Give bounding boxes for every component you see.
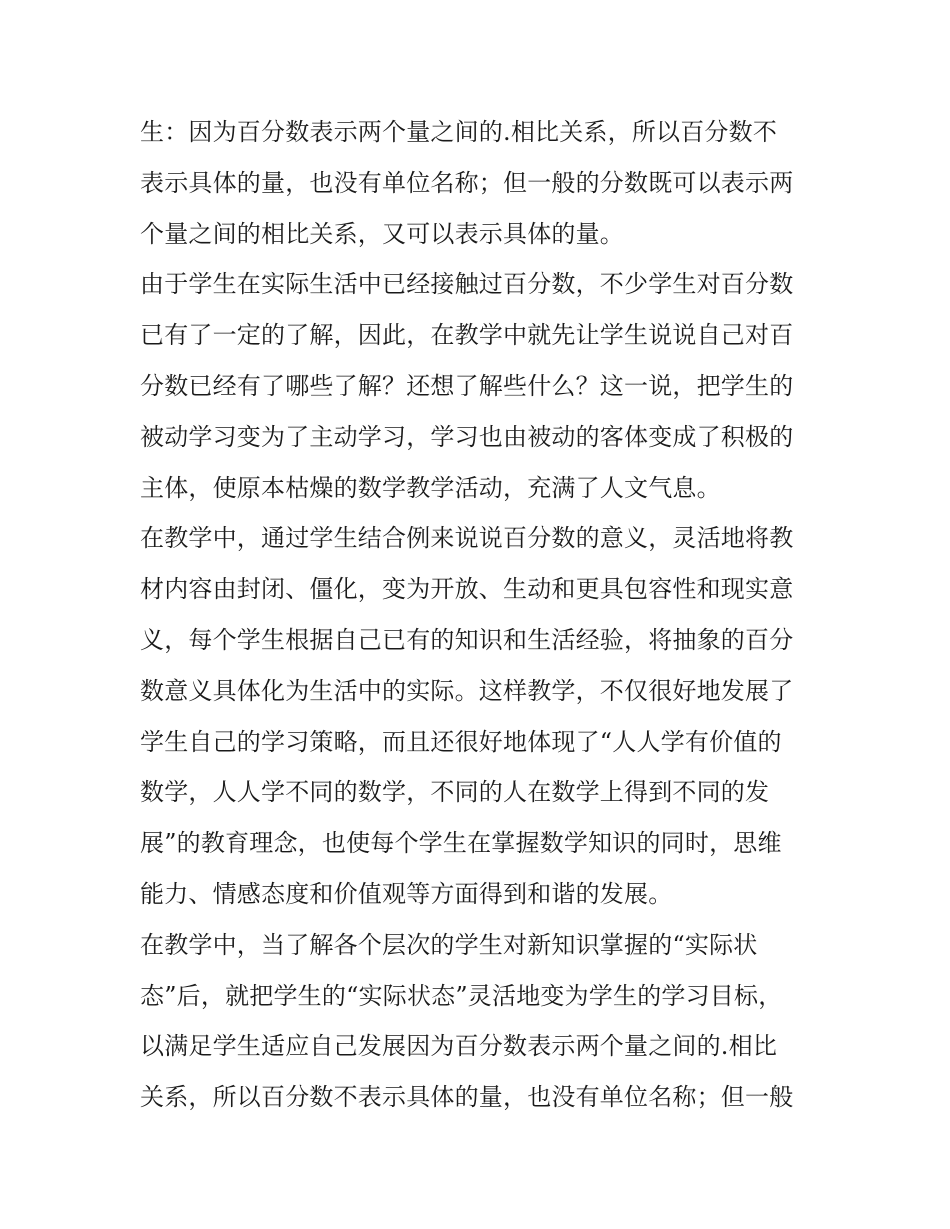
text-line-3: 个量之间的相比关系，又可以表示具体的量。: [140, 219, 624, 248]
text-line-10: 材内容由封闭、僵化，变为开放、生动和更具包容性和现实意: [140, 575, 794, 604]
text-line-2: 表示具体的量，也没有单位名称；但一般的分数既可以表示两: [140, 168, 794, 197]
text-line-14: 数学，人人学不同的数学，不同的人在数学上得到不同的发: [140, 778, 770, 807]
text-line-17: 在教学中，当了解各个层次的学生对新知识掌握的“实际状: [140, 930, 758, 959]
text-line-5: 已有了一定的了解，因此，在教学中就先让学生说说自己对百: [140, 321, 794, 350]
text-line-16: 能力、情感态度和价值观等方面得到和谐的发展。: [140, 879, 673, 908]
body-text: [140, 107, 820, 1123]
text-line-8: 主体，使原本枯燥的数学教学活动，充满了人文气息。: [140, 473, 721, 502]
text-line-4: 由于学生在实际生活中已经接触过百分数，不少学生对百分数: [140, 270, 794, 299]
text-line-15: 展”的教育理念，也使每个学生在掌握数学知识的同时，思维: [140, 829, 782, 858]
text-line-7: 被动学习变为了主动学习，学习也由被动的客体变成了积极的: [140, 422, 794, 451]
text-line-11: 义，每个学生根据自己已有的知识和生活经验，将抽象的百分: [140, 625, 794, 654]
text-line-13: 学生自己的学习策略，而且还很好地体现了“人人学有价值的: [140, 727, 782, 756]
text-line-20: 关系，所以百分数不表示具体的量，也没有单位名称；但一般: [140, 1083, 794, 1112]
text-line-6: 分数已经有了哪些了解？还想了解些什么？这一说，把学生的: [140, 371, 794, 400]
text-line-1: 生：因为百分数表示两个量之间的.相比关系，所以百分数不: [140, 118, 778, 146]
text-line-9: 在教学中，通过学生结合例来说说百分数的意义，灵活地将教: [140, 524, 794, 553]
text-line-18: 态”后，就把学生的“实际状态”灵活地变为学生的学习目标，: [140, 981, 783, 1010]
text-line-19: 以满足学生适应自己发展因为百分数表示两个量之间的.相比: [140, 1032, 778, 1061]
text-line-12: 数意义具体化为生活中的实际。这样教学，不仅很好地发展了: [140, 676, 794, 705]
